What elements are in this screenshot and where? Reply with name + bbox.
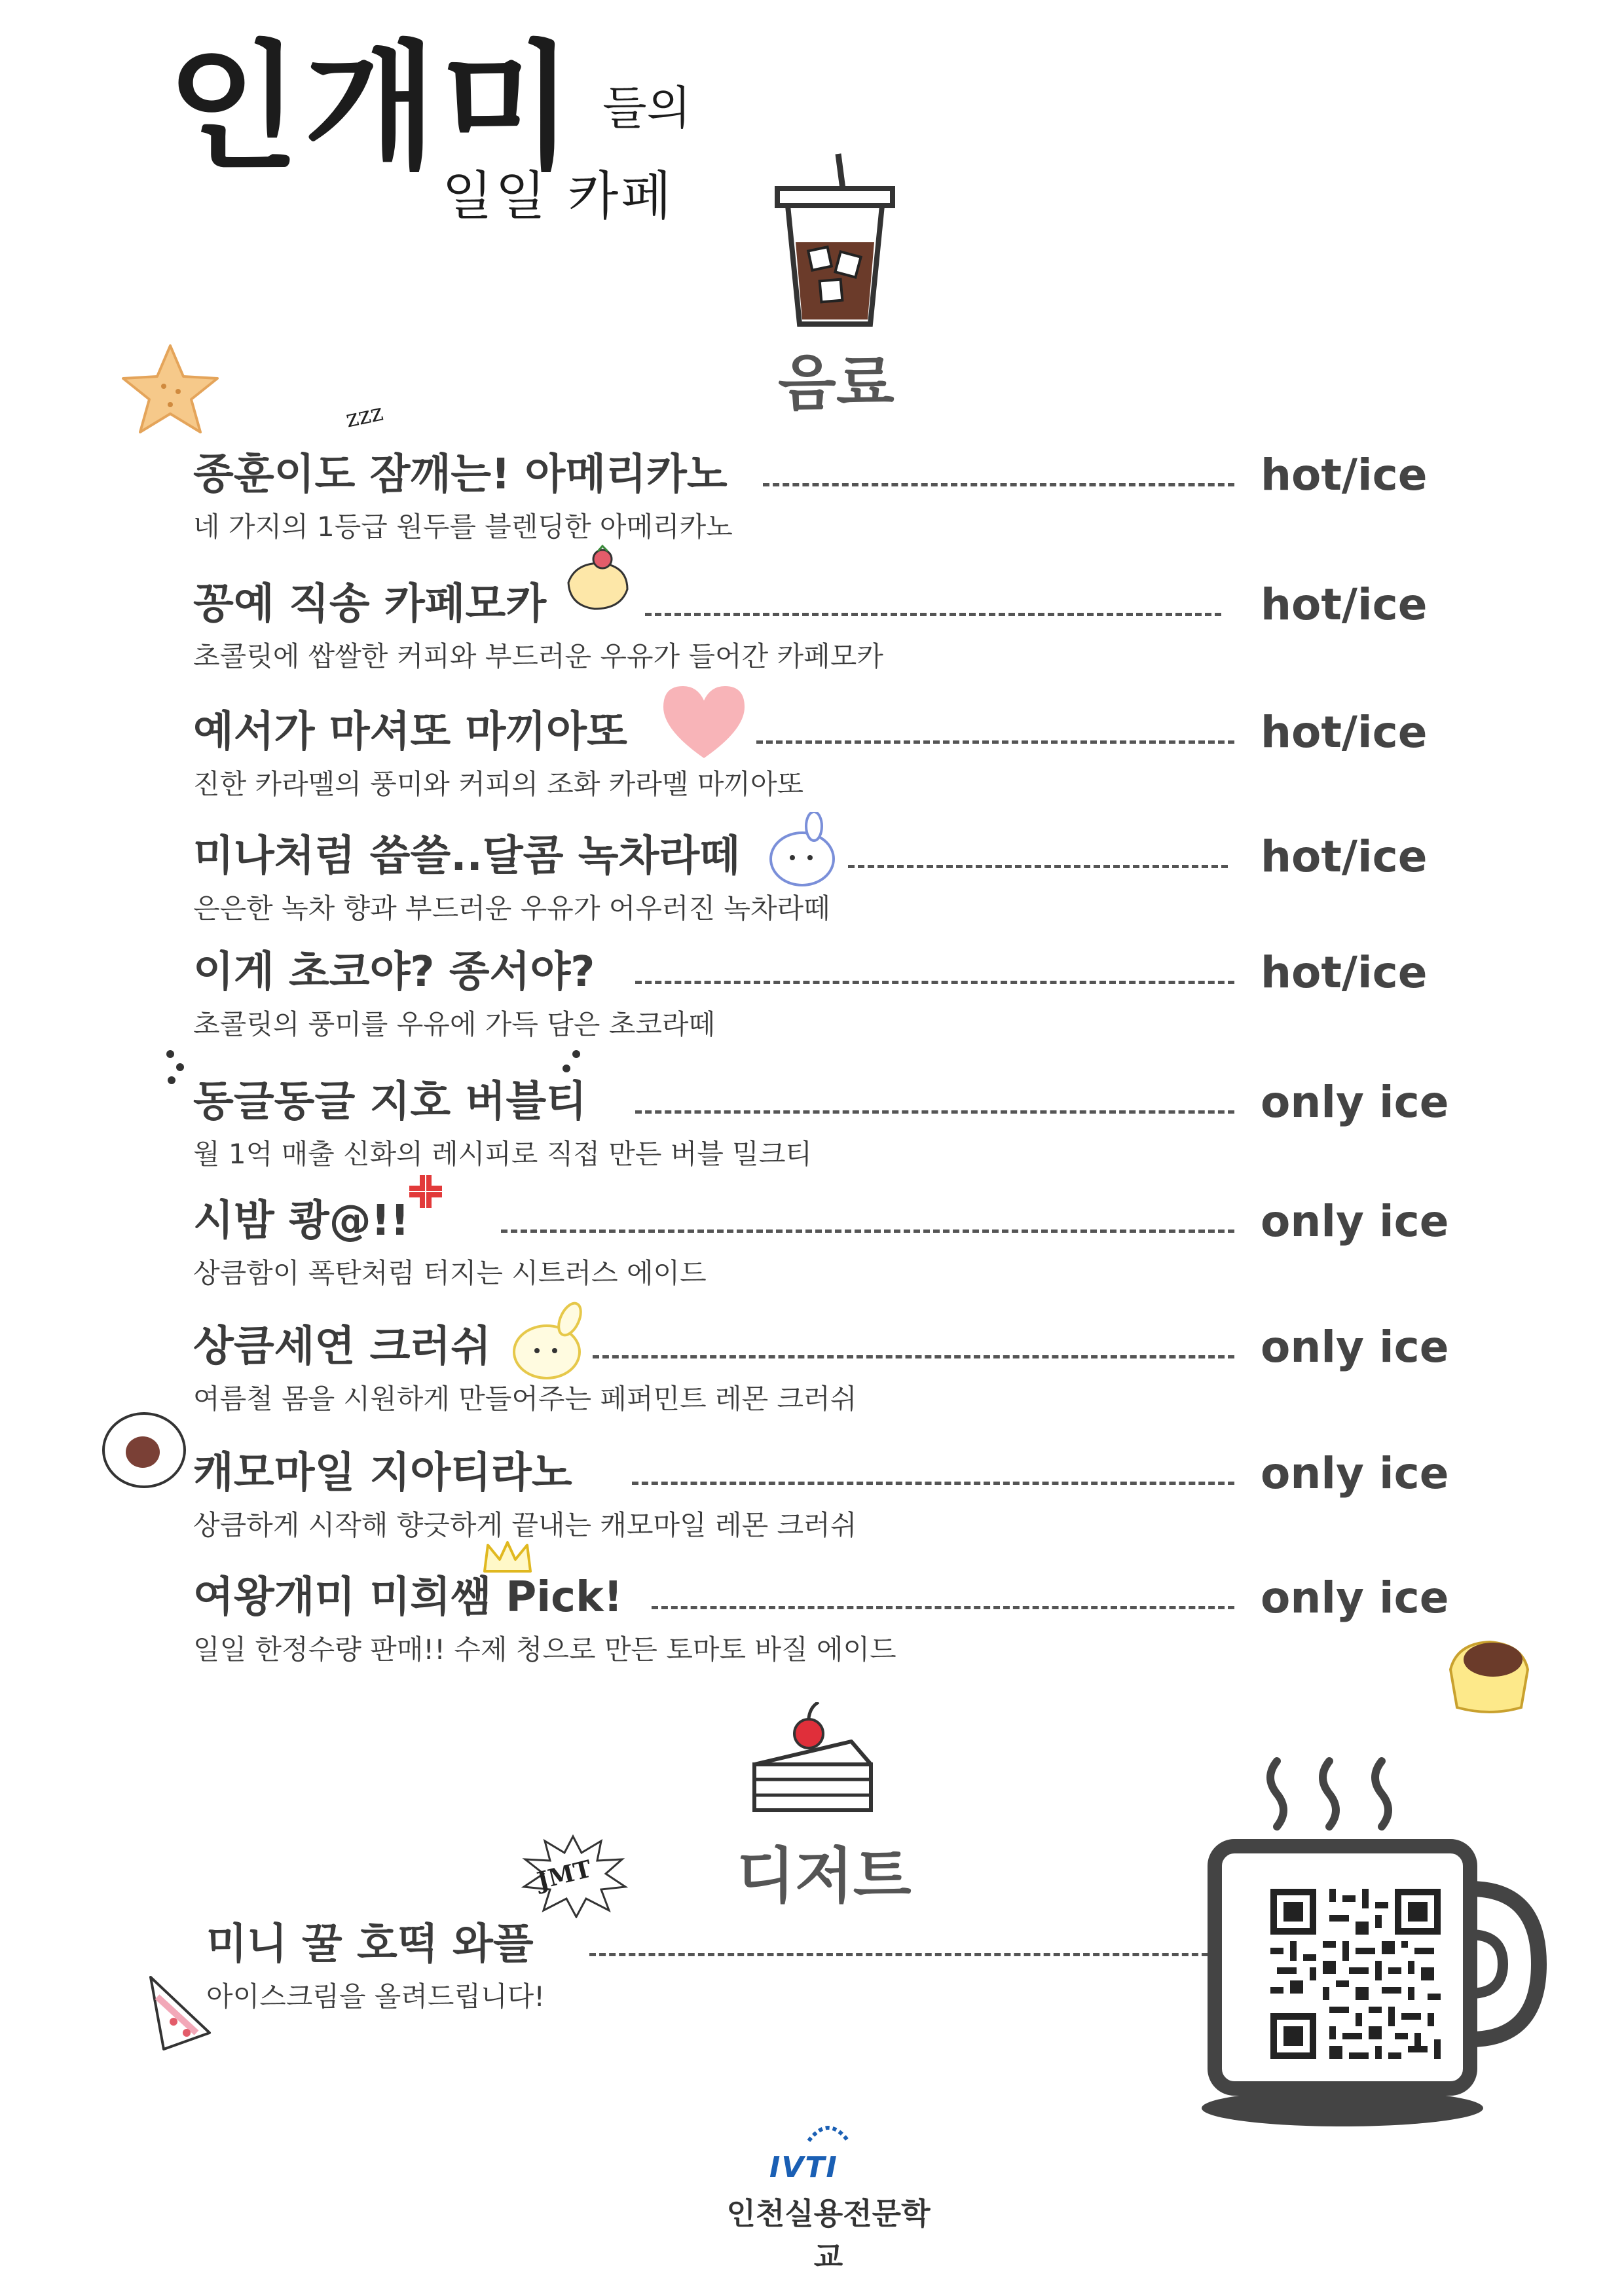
strawberry-cake-icon [562,543,634,615]
bunny-icon [763,812,841,890]
bunny-icon [507,1300,593,1385]
menu-item-name: 미나처럼 씁쓸..달콤 녹차라떼 [193,832,741,881]
zzz-sticker: zzz [343,399,386,433]
menu-item-temperature: hot/ice [1261,707,1428,757]
dotted-leader [593,1355,1234,1358]
menu-item-name: 예서가 마셔또 마끼아또 [193,708,627,756]
bubble-dots-icon [557,1048,589,1087]
dotted-leader [763,483,1234,486]
menu-item-description: 네 가지의 1등급 원두를 블렌딩한 아메리카노 [193,511,733,543]
dotted-leader [756,740,1234,744]
dotted-leader [848,865,1228,868]
dessert-item-description: 아이스크림을 올려드립니다! [206,1980,545,2013]
menu-item [193,1448,1449,1575]
dotted-leader [645,613,1221,616]
menu-item-description: 일일 한정수량 판매!! 수제 청으로 만든 토마토 바질 에이드 [193,1633,896,1666]
menu-item-temperature: only ice [1261,1322,1449,1372]
cafe-title: 인개미 [167,27,578,188]
menu-item [193,1196,1449,1322]
menu-item-description: 여름철 몸을 시원하게 만들어주는 페퍼민트 레몬 크러쉬 [193,1383,857,1415]
heart-icon [658,681,750,763]
sandwich-icon [138,1971,216,2056]
menu-item-description: 상큼함이 폭탄처럼 터지는 시트러스 에이드 [193,1257,707,1289]
anger-icon [403,1169,449,1214]
menu-item-temperature: only ice [1261,1448,1449,1499]
cake-icon [747,1702,877,1813]
dotted-leader [632,1482,1234,1485]
cafe-subtitle: 일일 카페 [442,166,674,227]
star-cookie-icon [118,340,223,439]
drinks-section-title: 음료 [778,348,895,418]
menu-item [193,452,1437,576]
dessert-item-name: 미니 꿀 호떡 와플 [206,1920,534,1969]
menu-item-description: 월 1억 매출 신화의 레시피로 직접 만든 버블 밀크티 [193,1138,812,1170]
menu-item-name: 동글동글 지호 버블티 [193,1078,587,1126]
menu-item-name: 시밤 쾅@!! [193,1197,410,1245]
menu-item-name: 여왕개미 미희쌤 Pick! [193,1573,623,1622]
menu-item [193,1322,1449,1448]
bubble-dots-icon [164,1048,196,1087]
menu-item-temperature: hot/ice [1261,831,1428,882]
menu-item-temperature: hot/ice [1261,450,1428,500]
menu-item-description: 상큼하게 시작해 향긋하게 끝내는 캐모마일 레몬 크러쉬 [193,1509,857,1541]
jmt-sticker: JMT [534,1855,595,1895]
qr-code-icon [1270,1889,1441,2059]
dotted-leader [501,1230,1234,1233]
menu-item-description: 진한 카라멜의 풍미와 커피의 조화 카라멜 마끼아또 [193,768,804,800]
menu-item-temperature: hot/ice [1261,579,1428,630]
menu-item [193,581,1437,706]
menu-item-temperature: only ice [1261,1077,1449,1127]
dotted-leader [589,1953,1208,1956]
school-logo-icon [802,2115,855,2144]
menu-item-temperature: only ice [1261,1196,1449,1247]
menu-item-description: 은은한 녹차 향과 부드러운 우유가 어우러진 녹차라떼 [193,892,830,924]
dessert-section-title: 디저트 [737,1841,912,1911]
menu-item-name: 캐모마일 지아티라노 [193,1449,572,1497]
menu-item [193,1077,1449,1203]
menu-item [193,1573,1449,1699]
menu-item-name: 이게 초코야? 종서야? [193,948,595,996]
dotted-leader [635,981,1234,984]
menu-item [193,949,1437,1074]
menu-item-temperature: only ice [1261,1573,1449,1623]
cafe-title-suffix: 들의 [602,81,692,135]
menu-item-name: 상큼세연 크러쉬 [193,1322,492,1371]
castella-icon [1437,1630,1536,1722]
school-name: 인천실용전문학교 [726,2196,931,2274]
menu-item-name: 종훈이도 잠깨는! 아메리카노 [193,450,728,499]
crown-icon [481,1539,534,1578]
menu-item-description: 초콜릿의 풍미를 우유에 가득 담은 초코라떼 [193,1008,716,1040]
dotted-leader [652,1606,1234,1609]
dotted-leader [635,1110,1234,1114]
menu-item-name: 꽁예 직송 카페모카 [193,580,547,629]
school-logo-text: IVTI [769,2151,838,2184]
iced-coffee-icon [769,151,900,334]
mochi-icon [98,1408,190,1493]
menu-item-description: 초콜릿에 쌉쌀한 커피와 부드러운 우유가 들어간 카페모카 [193,640,883,672]
menu-item-temperature: hot/ice [1261,947,1428,998]
